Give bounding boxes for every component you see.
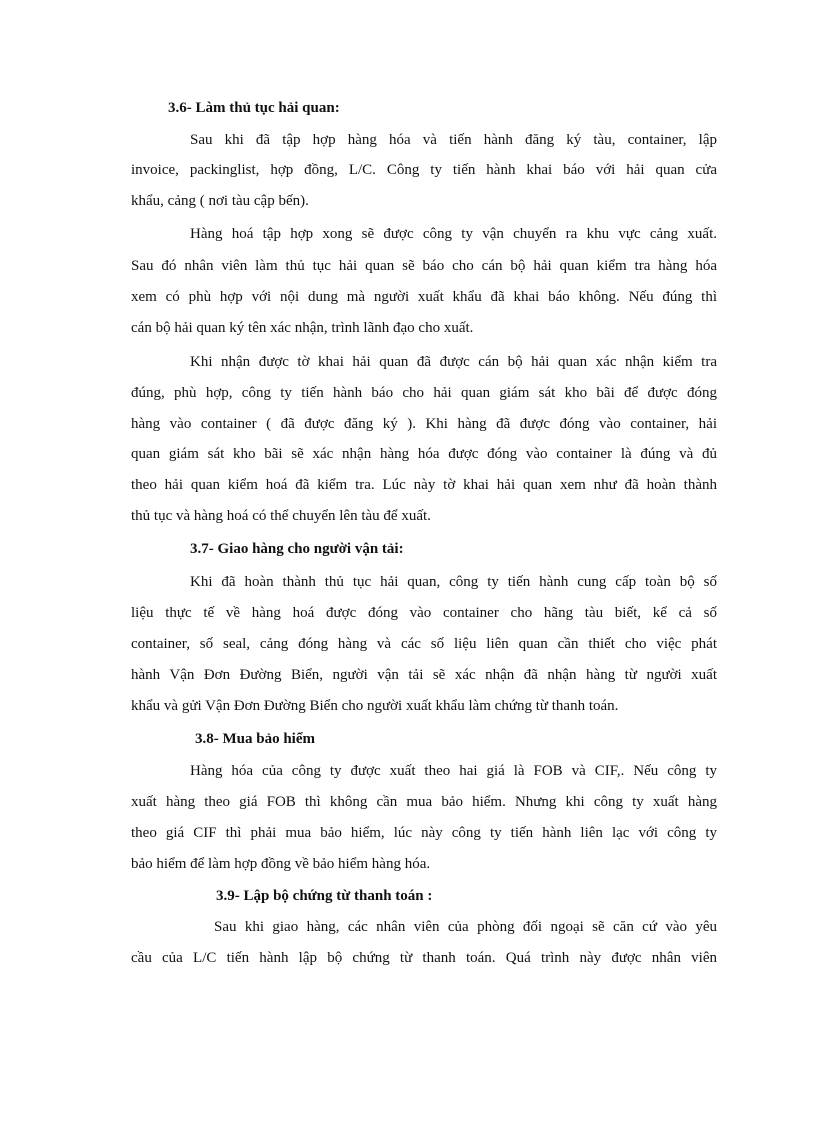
- paragraph-line: theo hải quan kiểm hoá đã kiểm tra. Lúc này tờ khai hải quan xem như đã hoàn thành: [131, 477, 717, 493]
- paragraph-line: Hàng hoá tập hợp xong sẽ được công ty vận chuyển ra khu vực cảng xuất.: [190, 226, 717, 242]
- paragraph-line: Khi đã hoàn thành thủ tục hải quan, công ty tiến hành cung cấp toàn bộ số: [190, 574, 717, 590]
- heading-3-6: 3.6- Làm thủ tục hải quan:: [168, 100, 340, 116]
- paragraph-line: Sau đó nhân viên làm thủ tục hải quan sẽ báo cho cán bộ hải quan kiểm tra hàng hóa: [131, 258, 717, 274]
- paragraph-line: hàng vào container ( đã được đăng ký ). Khi hàng đã được đóng vào container, hải: [131, 416, 717, 432]
- paragraph-line: khẩu và gửi Vận Đơn Đường Biển cho người xuất khẩu làm chứng từ thanh toán.: [131, 698, 619, 714]
- paragraph-line: Hàng hóa của công ty được xuất theo hai giá là FOB và CIF,. Nếu công ty: [190, 763, 717, 779]
- paragraph-line: cầu của L/C tiến hành lập bộ chứng từ thanh toán. Quá trình này được nhân viên: [131, 950, 717, 966]
- paragraph-line: thủ tục và hàng hoá có thể chuyển lên tàu để xuất.: [131, 508, 431, 524]
- heading-3-9: 3.9- Lập bộ chứng từ thanh toán :: [216, 888, 433, 904]
- paragraph-line: xuất hàng theo giá FOB thì không cần mua bảo hiểm. Nhưng khi công ty xuất hàng: [131, 794, 717, 810]
- paragraph-line: hành Vận Đơn Đường Biển, người vận tải sẽ xác nhận đã nhận hàng từ người xuất: [131, 667, 717, 683]
- paragraph-line: xem có phù hợp với nội dung mà người xuất khẩu đã khai báo không. Nếu đúng thì: [131, 289, 717, 305]
- paragraph-line: cán bộ hải quan ký tên xác nhận, trình lãnh đạo cho xuất.: [131, 320, 474, 336]
- paragraph-line: container, số seal, cảng đóng hàng và các số liệu liên quan cần thiết cho việc phát: [131, 636, 717, 652]
- heading-3-8: 3.8- Mua bảo hiểm: [195, 731, 315, 747]
- paragraph-line: liệu thực tế về hàng hoá được đóng vào container cho hãng tàu biết, kể cả số: [131, 605, 717, 621]
- paragraph-line: quan giám sát kho bãi sẽ xác nhận hàng hóa được đóng vào container là đúng và đủ: [131, 446, 717, 462]
- paragraph-line: theo giá CIF thì phải mua bảo hiểm, lúc này công ty tiến hành liên lạc với công ty: [131, 825, 717, 841]
- paragraph-line: bảo hiểm để làm hợp đồng về bảo hiểm hàng hóa.: [131, 856, 431, 872]
- paragraph-line: Sau khi giao hàng, các nhân viên của phòng đối ngoại sẽ căn cứ vào yêu: [214, 919, 717, 935]
- heading-3-7: 3.7- Giao hàng cho người vận tải:: [190, 541, 404, 557]
- paragraph-line: invoice, packinglist, hợp đồng, L/C. Công ty tiến hành khai báo với hải quan cửa: [131, 162, 717, 178]
- paragraph-line: Khi nhận được tờ khai hải quan đã được cán bộ hải quan xác nhận kiểm tra: [190, 354, 717, 370]
- paragraph-line: đúng, phù hợp, công ty tiến hành báo cho hải quan giám sát kho bãi để được đóng: [131, 385, 717, 401]
- paragraph-line: Sau khi đã tập hợp hàng hóa và tiến hành đăng ký tàu, container, lập: [190, 132, 717, 148]
- paragraph-line: khẩu, cảng ( nơi tàu cập bến).: [131, 193, 309, 209]
